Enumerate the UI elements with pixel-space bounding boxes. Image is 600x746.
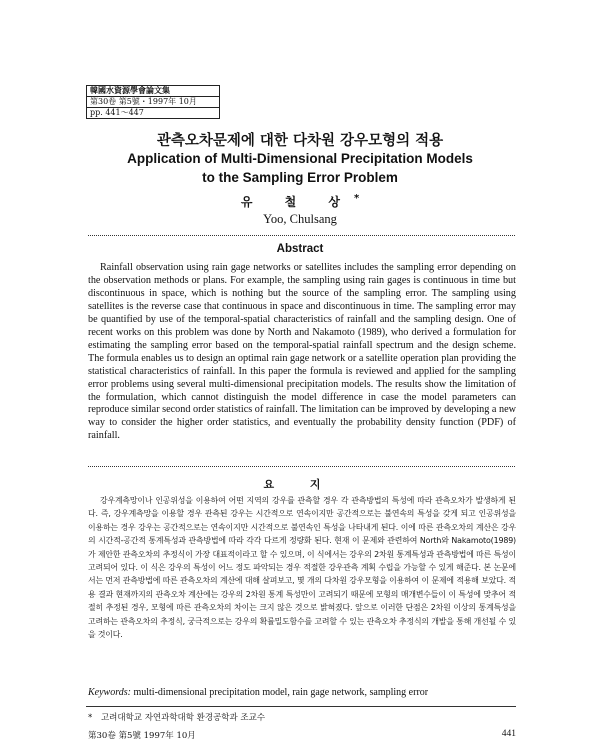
abstract-text: Rainfall observation using rain gage networks or satellites includes the sampling error depending on the observation methods or plans. For example, the sampling using rain gages is continuous in time but discontinuous in space, which is nothing but the source of the sampling error. The sampling using satellites is the reverse case that continuous in space and discontinuous in time. The sampling error may be quantified by use of the temporal-spatial characteristics of rainfall and the sampling design. One of recent works on this problem was done by North and Nakamoto (1989), who derived a formulation for estimating the sampling error based on the temporal-spatial rainfall spectrum and the design scheme. The formula enables us to design an optimal rain gage network or a satellite operation plan providing the statistical characteristics of rainfall. In this paper the formula is reviewed and applied for the sampling error problems using several multi-dimensional precipitation models. The results show the limitation of the formulation, which cannot distinguish the model difference in case the model parameters can reproduce similar second order statistics of rainfall. The limitation can be improved by developing a new way to consider the higher order statistics, and eventually the probability density function (PDF) of rainfall. bbox=[88, 262, 516, 442]
page-footer bbox=[88, 729, 516, 741]
author-korean-name: 유 철 상 bbox=[240, 195, 354, 209]
divider-middle bbox=[88, 466, 515, 467]
summary-heading: 요 지 bbox=[263, 478, 337, 491]
keywords-text: multi-dimensional precipitation model, rain gage network, sampling error bbox=[133, 687, 429, 698]
footnote bbox=[88, 711, 265, 723]
title-korean: 관측오차문제에 대한 다차원 강우모형의 적용 bbox=[156, 133, 444, 149]
footer-journal: 第30卷 第5號 1997年 10月 bbox=[88, 731, 196, 741]
keywords bbox=[88, 687, 516, 698]
title-english-line1: Application of Multi-Dimensional Precipitation Models bbox=[127, 151, 473, 166]
footnote-rule bbox=[86, 706, 516, 707]
keywords-label: Keywords: bbox=[88, 687, 131, 698]
journal-name: 韓國水資源學會論文集 bbox=[87, 86, 219, 97]
footnote-mark: * bbox=[88, 713, 93, 723]
summary-text: 강우계측망이나 인공위성을 이용하여 어떤 지역의 강우를 관측할 경우 각 관측방법의 특성에 따라 관측오차가 발생하게 된다. 즉, 강우계측망을 이용할 경우 관측된 강우는 시간적으로 연속이지만 공간적으로는 불연속의 특성을 갖게 되고 인공위성을 이용하는 경우 강우는 공간적으로는 연속이지만 시간적으로 불연속인 특성을 나타내게 된다. 이에 따른 관측오차의 계산은 강우의 시간적-공간적 통계특성과 관측방법에 따라 각각 다르게 정량화 된다. 현재 이 문제와 관련하여 North와 Nakamoto(1989)가 제안한 관측오차의 추정식이 가장 대표적이라고 할 수 있으며, 이 식에서는 강우의 2차원 통계특성과 관측방법에 따른 특성이 고려되어 있다. 이 식은 강우의 특성이 어느 정도 파악되는 경우 적절한 강우관측 계획 수립을 가능할 수 있게 해준다. 본 논문에서는 먼저 관측방법에 따른 관측오차의 계산에 대해 살펴보고, 몇 개의 다차원 강우모형을 이용하여 이 문제에 적용해 보았다. 적용 결과 현재까지의 관측오차 계산에는 강우의 2차원 통계 특성만이 고려되기 때문에 모형의 매개변수들이 이 특성에 맞추어 적절히 추정된 경우, 모형에 따른 관측오차의 차이는 크지 않은 것으로 밝혀졌다. 앞으로 이러한 단점은 2차원 이상의 통계특성을 고려하는 관측오차의 추정식, 궁극적으로는 강우의 확률밀도함수를 고려할 수 있는 관측오차 추정식의 개발을 통해 개선될 수 있을 것이다. bbox=[88, 496, 516, 640]
author-korean bbox=[0, 193, 600, 210]
author-mark: * bbox=[353, 193, 360, 204]
title-english-line2: to the Sampling Error Problem bbox=[202, 170, 398, 185]
author-english: Yoo, Chulsang bbox=[263, 212, 337, 226]
journal-pages: pp. 441～447 bbox=[90, 108, 144, 117]
footnote-text: 고려대학교 자연과학대학 환경공학과 조교수 bbox=[100, 713, 266, 723]
journal-volume: 第30卷 第5號・1997年 10月 bbox=[87, 97, 219, 108]
divider-top bbox=[88, 235, 515, 236]
journal-info-box bbox=[86, 85, 220, 119]
page-number: 441 bbox=[501, 729, 516, 739]
abstract-heading: Abstract bbox=[276, 243, 324, 255]
